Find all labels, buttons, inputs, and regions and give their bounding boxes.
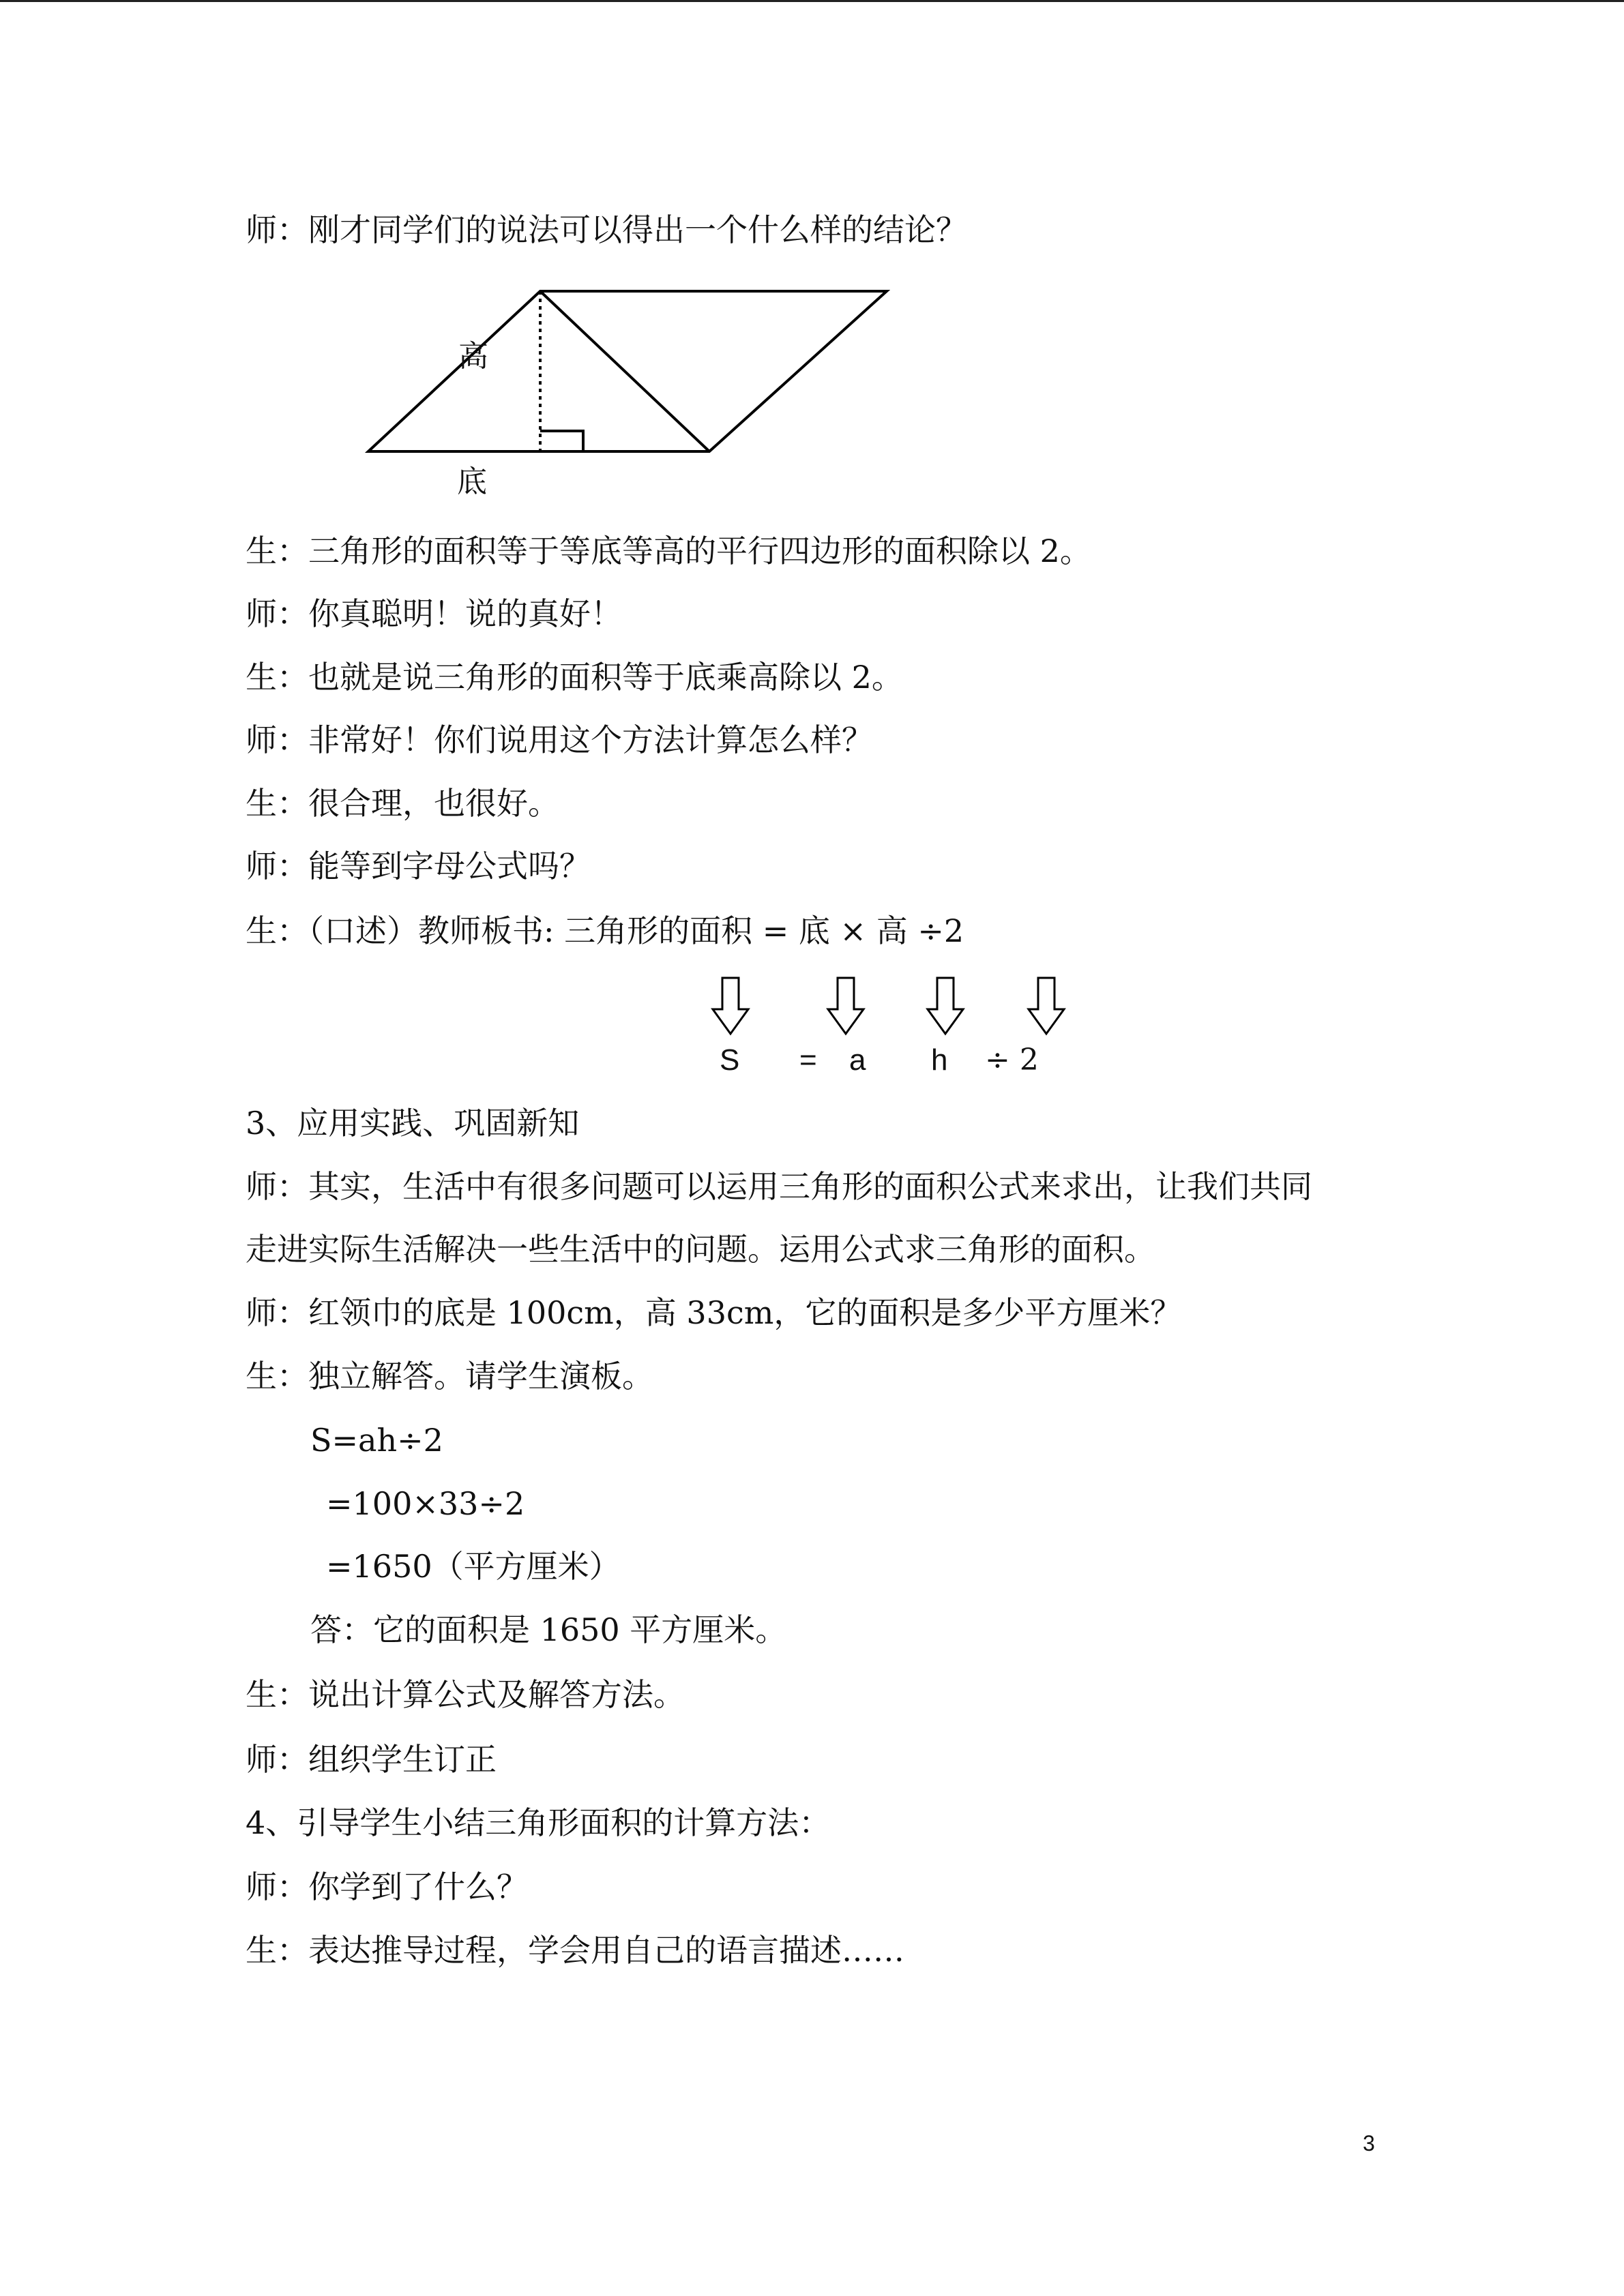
right-angle-mark	[540, 431, 583, 451]
text-line: 生：独立解答。请学生演板。	[246, 1358, 653, 1395]
triangle-parallelogram-figure	[355, 280, 900, 511]
text-line: 师：组织学生订正	[246, 1741, 497, 1778]
page-number: 3	[1363, 2131, 1375, 2156]
text-line: 师：非常好！你们说用这个方法计算怎么样？	[246, 721, 873, 758]
formula-symbol-h: h	[931, 1043, 948, 1077]
text-line: 师：刚才同学们的说法可以得出一个什么样的结论？	[246, 211, 967, 248]
text-line: 生：表达推导过程，学会用自己的语言描述……	[246, 1932, 904, 1969]
down-arrow-icon	[825, 975, 866, 1037]
text-line: 生：很合理，也很好。	[246, 785, 559, 822]
top-border	[0, 0, 1624, 2]
parallelogram-outline	[368, 291, 887, 451]
text-line: 师：你学到了什么？	[246, 1868, 528, 1905]
height-label: 高	[458, 339, 488, 374]
formula-arrows	[696, 975, 1078, 1084]
text-line: 师：能等到字母公式吗？	[246, 848, 591, 884]
formula-symbol-equals: =	[799, 1043, 817, 1077]
equation-line: =1650（平方厘米）	[326, 1548, 621, 1585]
base-label: 底	[457, 464, 487, 499]
down-arrow-icon	[1026, 975, 1067, 1037]
text-line: 生：也就是说三角形的面积等于底乘高除以 2。	[246, 659, 903, 696]
diagonal-line	[540, 291, 709, 451]
formula-symbol-a: a	[849, 1043, 866, 1077]
equation-line: =100×33÷2	[326, 1485, 525, 1522]
text-line: 生：说出计算公式及解答方法。	[246, 1676, 685, 1713]
text-line: 生：（口述）教师板书: 三角形的面积 = 底 × 高 ÷2	[246, 912, 964, 949]
formula-symbol-s: S	[720, 1043, 740, 1077]
text-line: 师：其实，生活中有很多问题可以运用三角形的面积公式来求出，让我们共同	[246, 1168, 1312, 1205]
text-line: 生：三角形的面积等于等底等高的平行四边形的面积除以 2。	[246, 533, 1091, 569]
text-line: 师：红领巾的底是 100cm，高 33cm，它的面积是多少平方厘米？	[246, 1294, 1182, 1331]
section-heading: 3、应用实践、巩固新知	[246, 1105, 580, 1142]
answer-line: 答：它的面积是 1650 平方厘米。	[310, 1611, 787, 1648]
down-arrow-icon	[925, 975, 966, 1037]
down-arrow-icon	[710, 975, 751, 1037]
section-heading: 4、引导学生小结三角形面积的计算方法：	[246, 1804, 831, 1841]
text-line: 师：你真聪明！说的真好！	[246, 595, 622, 632]
equation-line: S=ah÷2	[310, 1422, 443, 1459]
formula-symbol-divide-2: ÷ 2	[985, 1043, 1039, 1077]
figure-drawing	[355, 280, 900, 511]
text-line: 走进实际生活解决一些生活中的问题。运用公式求三角形的面积。	[246, 1231, 1155, 1268]
